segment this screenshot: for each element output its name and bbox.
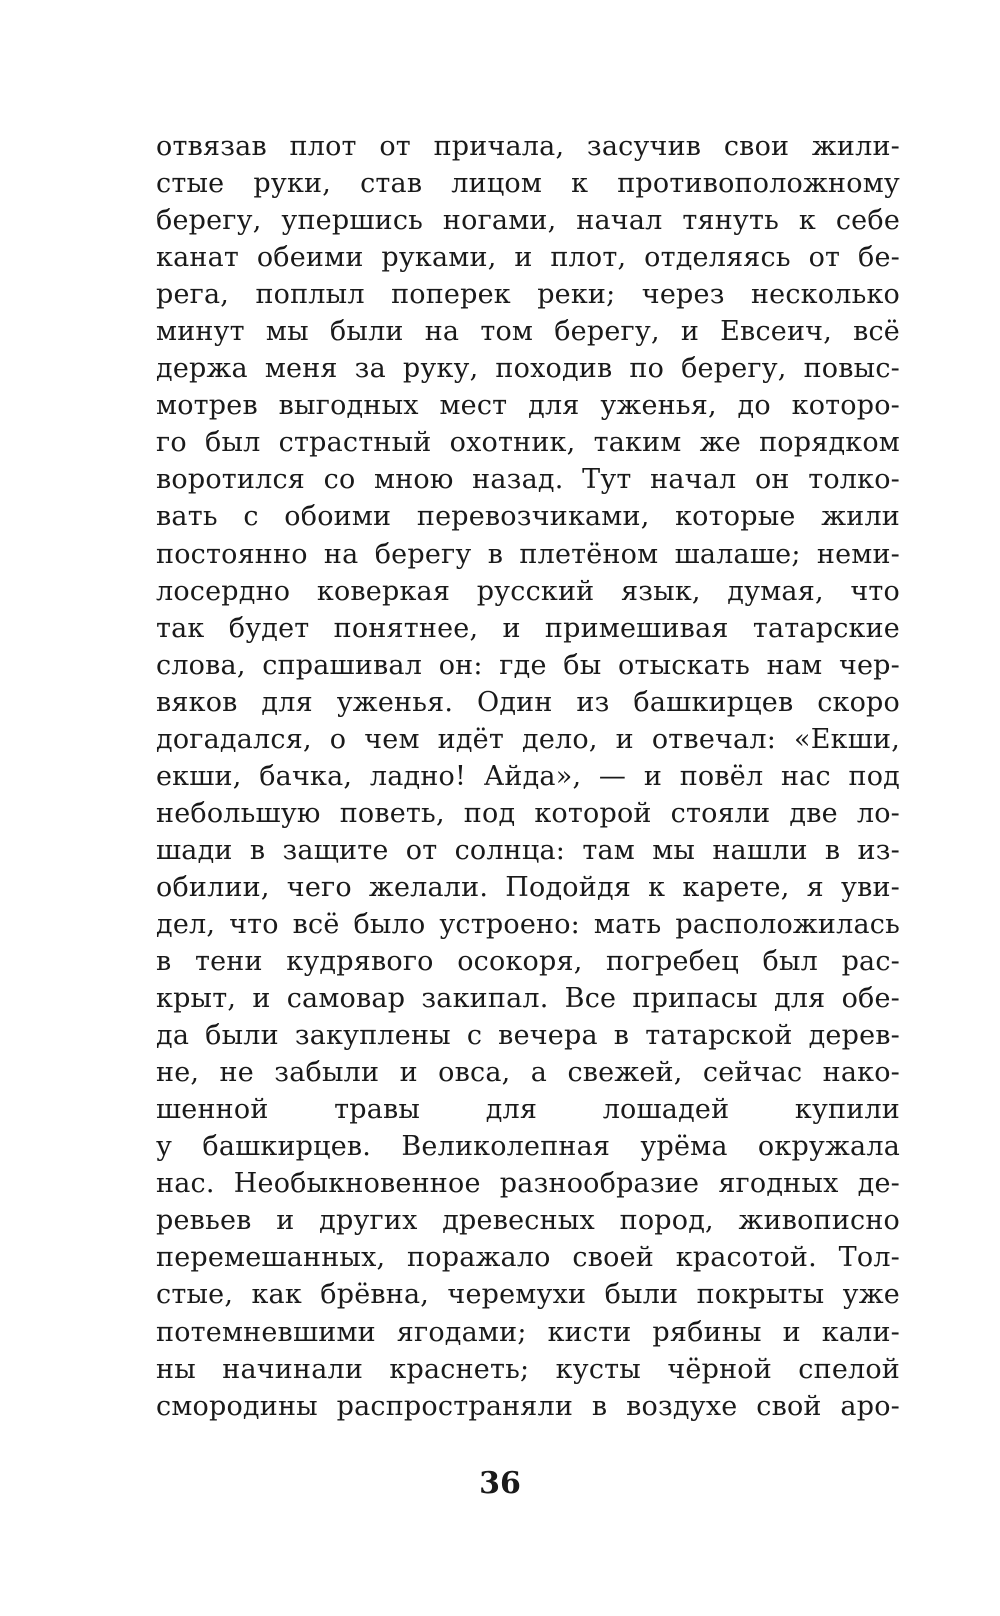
text-line: слова, спрашивал он: где бы отыскать нам чер- xyxy=(156,649,900,681)
text-line: стые руки, став лицом к противоположному xyxy=(156,168,900,200)
text-line: ревьев и других древесных пород, живописно xyxy=(156,1205,900,1237)
text-line: держа меня за руку, походив по берегу, повыс- xyxy=(156,353,900,385)
text-line: нас. Необыкновенное разнообразие ягодных де- xyxy=(156,1168,900,1200)
text-line: обилии, чего желали. Подойдя к карете, я уви- xyxy=(156,871,900,903)
text-line: постоянно на берегу в плетёном шалаше; неми- xyxy=(156,538,900,570)
body-text xyxy=(156,128,900,1425)
text-line: воротился со мною назад. Тут начал он толко- xyxy=(156,464,900,496)
text-line: берегу, упершись ногами, начал тянуть к себе xyxy=(156,205,900,237)
text-line: смородины распространяли в воздухе свой аро- xyxy=(156,1390,900,1422)
text-line: шенной травы для лошадей купили xyxy=(156,1094,900,1126)
text-line: стые, как брёвна, черемухи были покрыты уже xyxy=(156,1279,900,1311)
text-line: канат обеими руками, и плот, отделяясь от бе- xyxy=(156,242,900,274)
text-line: крыт, и самовар закипал. Все припасы для обе- xyxy=(156,983,900,1015)
text-line: да были закуплены с вечера в татарской дерев- xyxy=(156,1020,900,1052)
text-line: дел, что всё было устроено: мать расположилась xyxy=(156,908,900,940)
text-line: лосердно коверкая русский язык, думая, что xyxy=(156,575,900,607)
text-line: потемневшими ягодами; кисти рябины и кали- xyxy=(156,1316,900,1348)
text-line: екши, бачка, ладно! Айда», — и повёл нас под xyxy=(156,760,900,792)
text-line: вать с обоими перевозчиками, которые жили xyxy=(156,501,900,533)
text-line: рега, поплыл поперек реки; через несколько xyxy=(156,279,900,311)
text-line: шади в защите от солнца: там мы нашли в из- xyxy=(156,834,900,866)
text-line: ны начинали краснеть; кусты чёрной спелой xyxy=(156,1353,900,1385)
text-line: мотрев выгодных мест для уженья, до которо- xyxy=(156,390,900,422)
text-line: у башкирцев. Великолепная урёма окружала xyxy=(156,1131,900,1163)
text-line: отвязав плот от причала, засучив свои жили- xyxy=(156,131,900,162)
text-line: не, не забыли и овса, а свежей, сейчас нако- xyxy=(156,1057,900,1089)
text-line: вяков для уженья. Один из башкирцев скоро xyxy=(156,686,900,718)
text-line: небольшую поветь, под которой стояли две ло- xyxy=(156,797,900,829)
text-line: перемешанных, поражало своей красотой. Тол- xyxy=(156,1242,900,1274)
text-line: в тени кудрявого осокоря, погребец был рас- xyxy=(156,946,900,978)
text-line: догадался, о чем идёт дело, и отвечал: «Екши, xyxy=(156,723,900,755)
text-line: минут мы были на том берегу, и Евсеич, всё xyxy=(156,316,900,348)
text-line: го был страстный охотник, таким же порядком xyxy=(156,427,900,459)
text-line: так будет понятнее, и примешивая татарские xyxy=(156,612,900,644)
page-number: 36 xyxy=(479,1466,521,1501)
